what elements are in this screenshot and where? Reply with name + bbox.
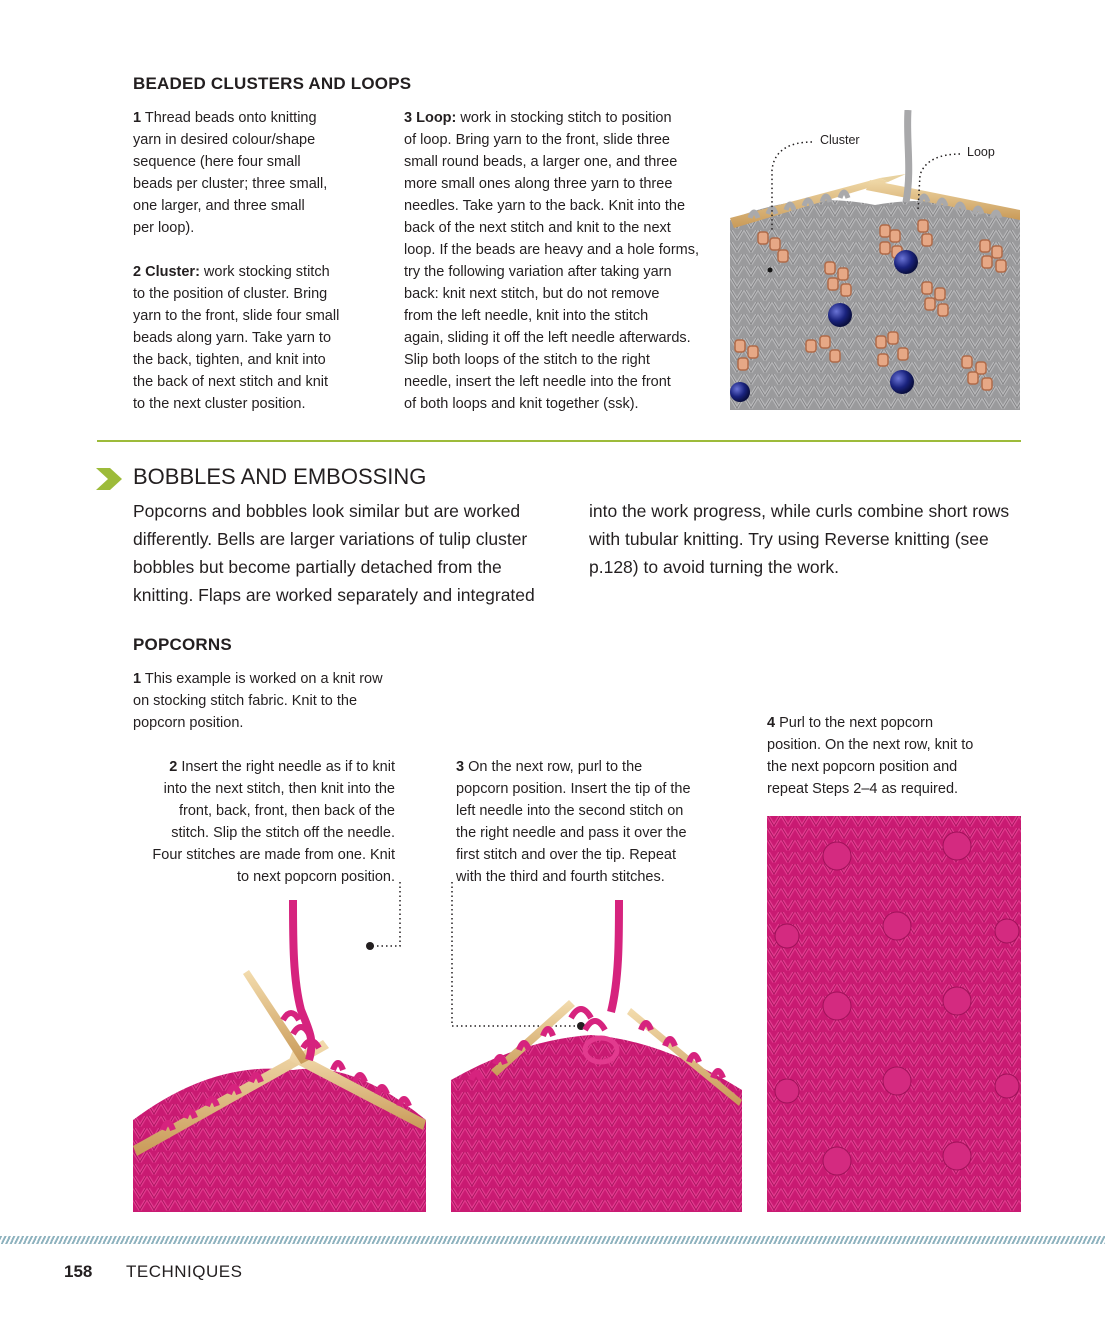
popcorns-heading: POPCORNS <box>133 635 232 654</box>
bobbles-intro-left: Popcorns and bobbles look similar but are worked differently. Bells are larger variations of tulip cluster bobbles but become partially detached from the knitting. Flaps are worked separately and integrated <box>133 501 535 605</box>
bobbles-intro-right: into the work progress, while curls combine short rows with tubular knitting. Try using Reverse knitting (see p.128) to avoid turning the work. <box>589 501 1010 577</box>
popcorns-step4: 4 Purl to the next popcorn position. On the next row, knit to the next popcorn position and repeat Steps 2–4 as required. <box>767 715 974 797</box>
beaded-callout-lines <box>760 130 1000 280</box>
page-number: 158 <box>64 1262 93 1281</box>
chevron-right-icon <box>96 468 122 490</box>
step-label: Loop: <box>416 110 457 126</box>
popcorn-step3-photo <box>451 900 742 1212</box>
beaded-step1: 1 Thread beads onto knitting yarn in desired colour/shape sequence (here four small beads per cluster; three small, one larger, and three small per loop). <box>133 110 328 236</box>
step-number: 2 <box>133 264 142 280</box>
step-number: 1 <box>133 110 142 126</box>
popcorns-step3: 3 On the next row, purl to the popcorn position. Insert the tip of the left needle into the second stitch on the right needle and pass it over the first stitch and over the tip. Repeat with the third and fourth stitches. <box>456 759 691 885</box>
step-number: 4 <box>767 715 776 731</box>
beaded-step2: 2 Cluster: work stocking stitch to the position of cluster. Bring yarn to the front, slide four small beads along yarn. Take yarn to the back, tighten, and knit into the back of next stitch and knit to the next cluster position. <box>133 264 340 412</box>
popcorns-step2: 2 Insert the right needle as if to knit into the next stitch, then knit into the front, back, front, then back of the stitch. Slip the stitch off the needle. Four stitches are made from one. Knit to next popcorn position. <box>152 759 395 885</box>
popcorns-step1: 1 This example is worked on a knit row on stocking stitch fabric. Knit to the popcorn position. <box>133 671 383 731</box>
callout-label-loop: Loop <box>967 145 995 159</box>
step-number: 3 <box>456 759 465 775</box>
popcorn-step2-photo <box>133 900 426 1212</box>
beaded-step3: 3 Loop: work in stocking stitch to position of loop. Bring yarn to the front, slide three small round beads, a larger one, and three more small ones along three yarn to three needles. Take yarn to the back. Knit into the back of the next stitch and knit to the next loop. If the beads are heavy and a hole forms, try the following variation after taking yarn back: knit next stitch, but do not remove from the left needle, knit into the stitch again, sliding it off the left needle afterwards. Slip both loops of the stitch to the right needle, insert the left needle into the front of both loops and knit together (ssk). <box>404 110 700 412</box>
step-number: 1 <box>133 671 142 687</box>
popcorn-finished-swatch-photo <box>767 816 1021 1212</box>
footer-stripe <box>0 1236 1105 1244</box>
section-name: TECHNIQUES <box>126 1262 243 1281</box>
step-label: Cluster: <box>145 264 200 280</box>
callout-label-cluster: Cluster <box>820 133 860 147</box>
section-divider <box>97 440 1021 442</box>
bobbles-heading: BOBBLES AND EMBOSSING <box>133 464 427 489</box>
beaded-heading: BEADED CLUSTERS AND LOOPS <box>133 74 412 93</box>
step-number: 3 <box>404 110 413 126</box>
step-number: 2 <box>169 759 178 775</box>
